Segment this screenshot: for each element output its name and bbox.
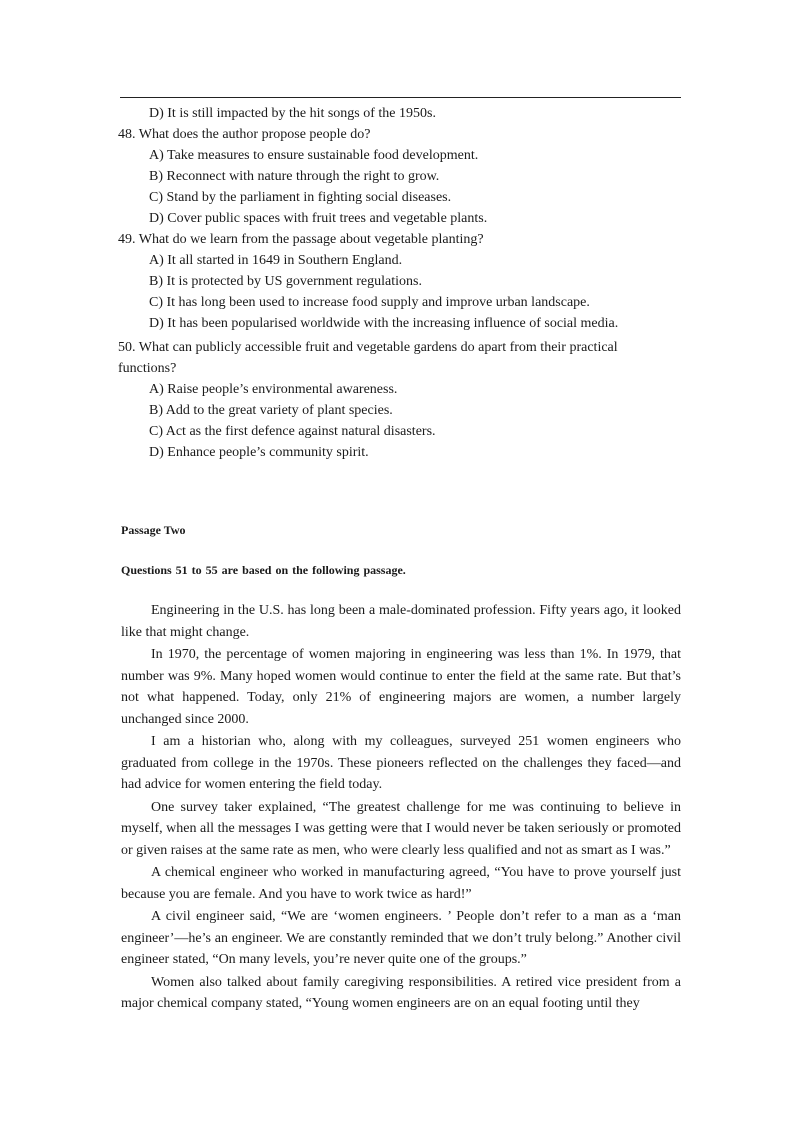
passage-paragraph: A civil engineer said, “We are ‘women engineers. ’ People don’t refer to a man as a ‘man engineer’—he’s an engineer. We are constantly reminded that we don’t truly belong.” Another civil engineer stated, “On many levels, you’re never quite one of the groups.” <box>121 909 681 967</box>
option-49-a: A) It all started in 1649 in Southern England. <box>149 253 403 268</box>
option-47-d: D) It is still impacted by the hit songs of the 1950s. <box>149 106 436 121</box>
option-49-b: B) It is protected by US government regulations. <box>149 274 422 289</box>
header-rule <box>120 97 681 98</box>
passage-paragraph: Engineering in the U.S. has long been a male-dominated profession. Fifty years ago, it looked like that might change. <box>121 603 681 640</box>
option-48-d: D) Cover public spaces with fruit trees and vegetable plants. <box>149 211 488 226</box>
option-50-d: D) Enhance people’s community spirit. <box>149 445 369 460</box>
passage-paragraph: In 1970, the percentage of women majoring in engineering was less than 1%. In 1979, that number was 9%. Many hoped women would continue to enter the field at the same rate. But that’s not what happened. Today, only 21% of engineering majors are women, a number largely unchanged since 2000. <box>121 647 681 727</box>
option-50-b: B) Add to the great variety of plant species. <box>149 403 393 418</box>
option-50-a: A) Raise people’s environmental awareness. <box>149 382 398 397</box>
option-48-a: A) Take measures to ensure sustainable food development. <box>149 148 479 163</box>
passage-body <box>121 600 681 1016</box>
passage-paragraph: A chemical engineer who worked in manufacturing agreed, “You have to prove yourself just because you are female. And you have to work twice as hard!” <box>121 865 681 902</box>
question-50-stem: 50. What can publicly accessible fruit and vegetable gardens do apart from their practical functions? <box>118 340 618 376</box>
option-48-c: C) Stand by the parliament in fighting social diseases. <box>149 190 452 205</box>
option-50-c: C) Act as the first defence against natural disasters. <box>149 424 436 439</box>
question-49-stem: 49. What do we learn from the passage about vegetable planting? <box>118 232 484 247</box>
passage-paragraph: Women also talked about family caregiving responsibilities. A retired vice president from a major chemical company stated, “Young women engineers are on an equal footing until they <box>121 974 681 1011</box>
passage-title: Passage Two <box>121 523 186 537</box>
question-48-stem: 48. What does the author propose people do? <box>118 127 371 142</box>
passage-paragraph: One survey taker explained, “The greatest challenge for me was continuing to believe in myself, when all the messages I was getting were that I would never be taken seriously or promoted or given raises at the same rate as men, who were clearly less qualified and not as smart as I was.” <box>121 799 681 858</box>
question-block <box>118 103 683 463</box>
passage-paragraph: I am a historian who, along with my colleagues, surveyed 251 women engineers who graduated from college in the 1970s. These pioneers reflected on the challenges they faced—and had advice for women entering the field today. <box>121 734 681 792</box>
passage-instruction: Questions 51 to 55 are based on the following passage. <box>121 563 406 577</box>
option-49-c: C) It has long been used to increase food supply and improve urban landscape. <box>149 295 590 310</box>
option-48-b: B) Reconnect with nature through the right to grow. <box>149 169 440 184</box>
option-49-d: D) It has been popularised worldwide with the increasing influence of social media. <box>149 316 619 331</box>
